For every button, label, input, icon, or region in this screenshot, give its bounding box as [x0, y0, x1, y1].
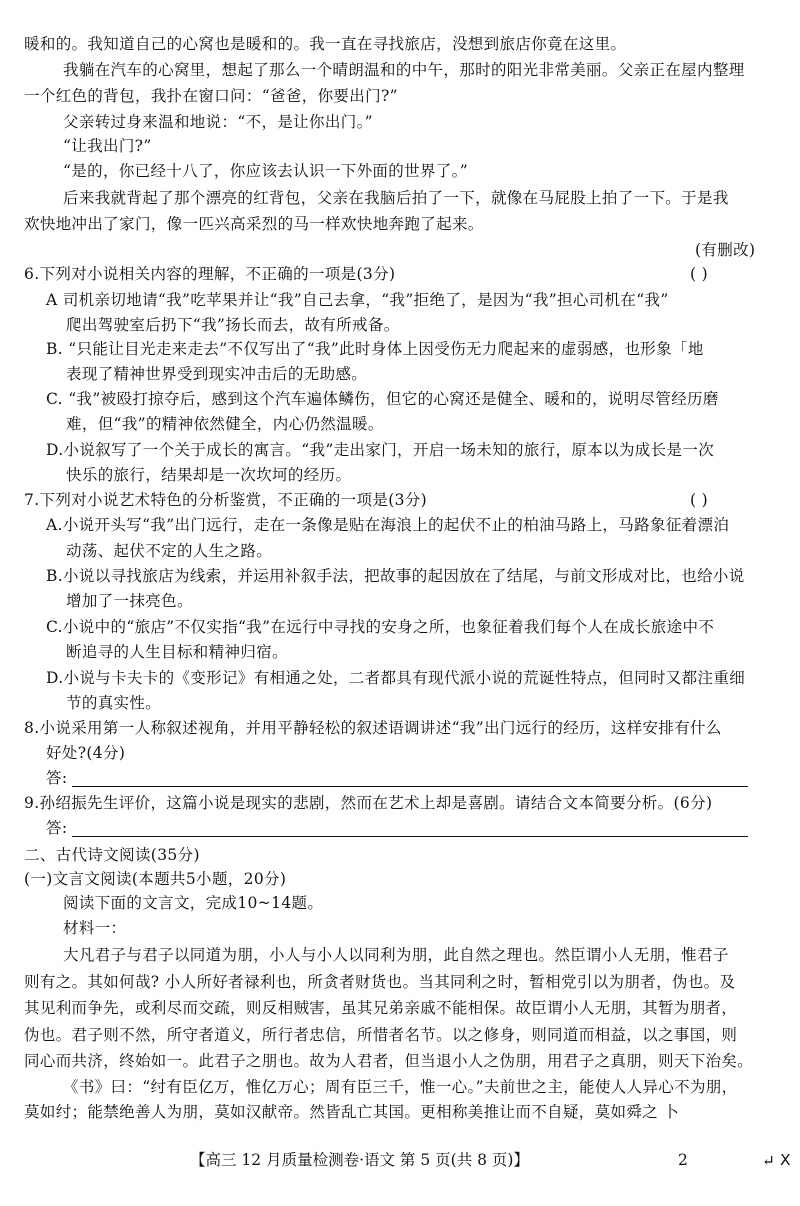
passage-line: 后来我就背起了那个漂亮的红背包，父亲在我脑后拍了一下，就像在马屁股上拍了一下。于是我 [63, 189, 729, 207]
question-7-option-a: A.小说开头写“我”出门远行，走在一条像是贴在海浪上的起伏不止的柏油马路上，马路象征着漂泊 [46, 516, 730, 534]
question-9-stem: 9.孙绍振先生评价，这篇小说是现实的悲剧，然而在艺术上却是喜剧。请结合文本简要分析。(6分) [24, 794, 713, 812]
close-icon[interactable]: X [780, 1151, 791, 1169]
question-6-option-b-cont: 表现了精神世界受到现实冲击后的无助感。 [66, 365, 368, 383]
page-footer-label: 【高三 12 月质量检测卷·语文 第 5 页(共 8 页)】 [190, 1151, 529, 1169]
answer-label: 答: [46, 769, 68, 787]
source-note: (有删改) [695, 241, 756, 259]
section-heading: 二、古代诗文阅读(35分) [24, 846, 200, 864]
question-7-option-a-cont: 动荡、起伏不定的人生之路。 [66, 542, 273, 560]
question-7-option-b: B.小说以寻找旅店为线索，并运用补叙手法，把故事的起因放在了结尾，与前文形成对比，也给小说 [46, 567, 745, 585]
classical-text-line: 《书》曰：“纣有臣亿万，惟亿万心；周有臣三千，惟一心。”夫前世之主，能使人人异心不为朋， [63, 1078, 738, 1096]
answer-line-q9[interactable] [72, 836, 748, 837]
question-6-option-b: B. “只能让目光走来走去”不仅写出了“我”此时身体上因受伤无力爬起来的虚弱感，也形象「地 [46, 340, 704, 358]
classical-text-line: 则有之。其如何哉? 小人所好者禄利也，所贪者财货也。当其同利之时，暂相党引以为朋者，伪也。及 [24, 973, 736, 991]
classical-text-line: 其见利而争先，或利尽而交疏，则反相贼害，虽其兄弟亲戚不能相保。故臣谓小人无朋，其暂为朋者， [24, 999, 738, 1017]
return-icon: ↵ [762, 1152, 775, 1170]
classical-text-line: 同心而共济，终始如一。此君子之朋也。故为人君者，但当退小人之伪朋，用君子之真朋，则天下治矣。 [24, 1052, 754, 1070]
classical-text-line: 莫如纣；能禁绝善人为朋，莫如汉献帝。然皆乱亡其国。更相称美推让而不自疑，莫如舜之 卜 [24, 1103, 680, 1121]
reading-instruction: 阅读下面的文言文，完成10~14题。 [63, 894, 324, 912]
answer-bracket: ( ) [690, 265, 709, 283]
question-7-option-b-cont: 增加了一抹亮色。 [66, 592, 193, 610]
answer-bracket: ( ) [690, 491, 709, 509]
question-6-option-d: D.小说叙写了一个关于成长的寓言。“我”走出家门，开启一场未知的旅行，原本以为成长是一次 [46, 441, 715, 459]
question-6-option-a-cont: 爬出驾驶室后扔下“我”扬长而去，故有所戒备。 [66, 316, 400, 334]
question-7-option-c-cont: 断追寻的人生目标和精神归宿。 [66, 643, 288, 661]
passage-line: 父亲转过身来温和地说：“不，是让你出门。” [63, 113, 373, 131]
passage-line: 我躺在汽车的心窝里，想起了那么一个晴朗温和的中午，那时的阳光非常美丽。父亲正在屋内整理 [63, 61, 745, 79]
question-6-option-c-cont: 难，但“我”的精神依然健全，内心仍然温暖。 [66, 415, 384, 433]
passage-line: 一个红色的背包，我扑在窗口问：“爸爸，你要出门?” [24, 87, 398, 105]
question-8-stem: 8.小说采用第一人称叙述视角，并用平静轻松的叙述语调讲述“我”出门远行的经历，这样安排有什么 [24, 719, 722, 737]
question-8-stem-cont: 好处?(4分) [46, 744, 126, 762]
question-7-option-c: C.小说中的“旅店”不仅实指“我”在远行中寻找的安身之所，也象征着我们每个人在成长旅途中不 [46, 618, 715, 636]
subsection-heading: (一)文言文阅读(本题共5小题，20分) [24, 870, 287, 888]
question-7-option-d-cont: 节的真实性。 [66, 694, 162, 712]
classical-text-line: 伪也。君子则不然，所守者道义，所行者忠信，所惜者名节。以之修身，则同道而相益，以之事国，则 [24, 1026, 738, 1044]
page-number: 2 [678, 1151, 688, 1169]
passage-line: 欢快地冲出了家门，像一匹兴高采烈的马一样欢快地奔跑了起来。 [24, 215, 484, 233]
question-6-option-d-cont: 快乐的旅行，结果却是一次坎坷的经历。 [66, 466, 352, 484]
answer-line-q8[interactable] [72, 786, 748, 787]
question-6-option-c: C. “我”被殴打掠夺后，感到这个汽车遍体鳞伤，但它的心窝还是健全、暖和的，说明尽管经历磨 [46, 390, 719, 408]
question-6-stem: 6.下列对小说相关内容的理解，不正确的一项是(3分) [24, 265, 396, 283]
classical-text-line: 大凡君子与君子以同道为朋，小人与小人以同利为朋，此自然之理也。然臣谓小人无朋，惟君子 [63, 946, 729, 964]
passage-line: “是的，你已经十八了，你应该去认识一下外面的世界了。” [63, 162, 469, 180]
question-7-stem: 7.下列对小说艺术特色的分析鉴赏，不正确的一项是(3分) [24, 491, 428, 509]
question-6-option-a: A 司机亲切地请“我”吃苹果并让“我”自己去拿，“我”拒绝了，是因为“我”担心司机在“我” [46, 291, 669, 309]
question-7-option-d: D.小说与卡夫卡的《变形记》有相通之处，二者都具有现代派小说的荒诞性特点，但同时又都注重细 [46, 669, 746, 687]
material-label: 材料一： [63, 919, 127, 937]
answer-label: 答: [46, 819, 68, 837]
passage-line: 暖和的。我知道自己的心窝也是暖和的。我一直在寻找旅店，没想到旅店你竟在这里。 [24, 35, 627, 53]
passage-line: “让我出门?” [63, 137, 152, 155]
